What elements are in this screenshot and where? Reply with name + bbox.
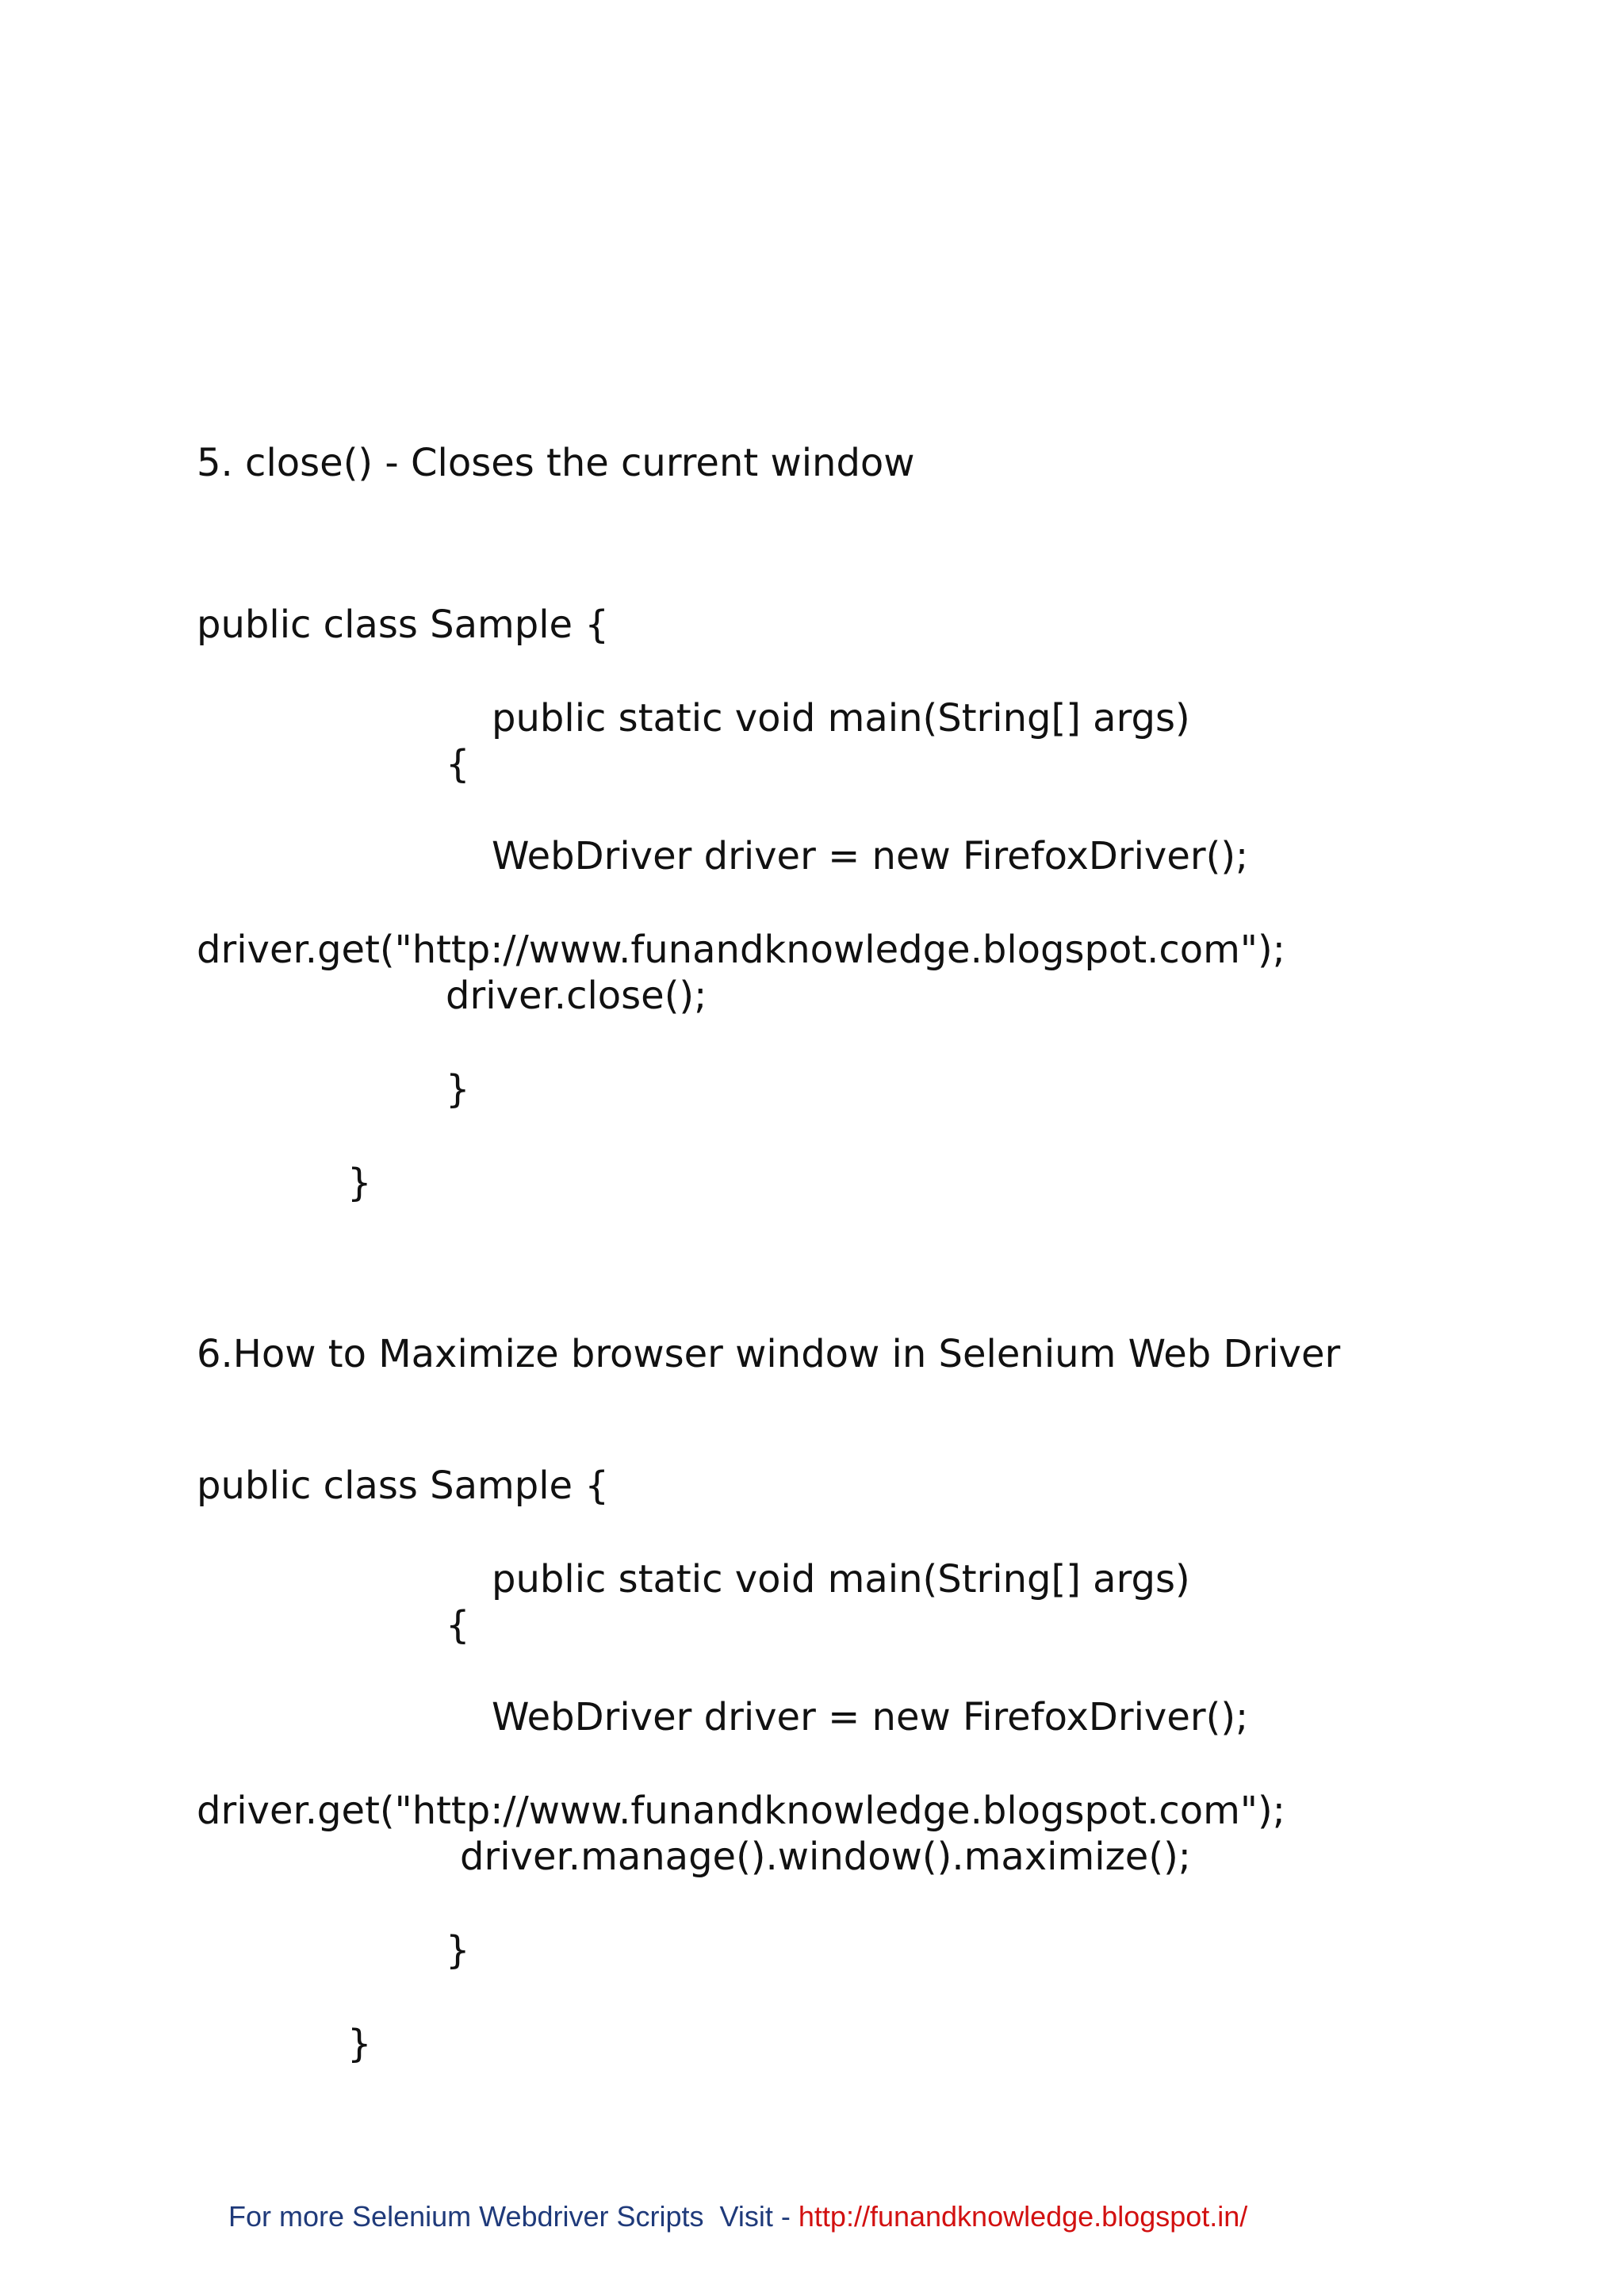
section5-action: driver.close(); — [446, 974, 707, 1018]
section6-class-decl: public class Sample { — [197, 1464, 609, 1508]
section6-close-class: } — [347, 2022, 372, 2066]
section6-heading: 6.How to Maximize browser window in Selenium Web Driver — [197, 1332, 1341, 1376]
footer-label: For more Selenium Webdriver Scripts Visit - — [228, 2200, 799, 2233]
section6-main-decl: public static void main(String[] args) — [492, 1557, 1190, 1601]
section5-heading: 5. close() - Closes the current window — [197, 441, 915, 485]
page-footer — [197, 2164, 1247, 2269]
section5-close-method: } — [446, 1067, 470, 1112]
section6-driver-get: driver.get("http://www.funandknowledge.blogspot.com"); — [197, 1789, 1285, 1833]
section5-open-brace: { — [446, 742, 470, 786]
section6-driver-init: WebDriver driver = new FirefoxDriver(); — [492, 1695, 1249, 1739]
section5-driver-get: driver.get("http://www.funandknowledge.blogspot.com"); — [197, 928, 1285, 972]
section6-action: driver.manage().window().maximize(); — [460, 1835, 1191, 1879]
section5-driver-init: WebDriver driver = new FirefoxDriver(); — [492, 834, 1249, 878]
section6-open-brace: { — [446, 1603, 470, 1647]
section5-class-decl: public class Sample { — [197, 603, 609, 647]
footer-link[interactable]: http://funandknowledge.blogspot.in/ — [798, 2200, 1248, 2233]
section6-close-method: } — [446, 1928, 470, 1973]
section5-close-class: } — [347, 1161, 372, 1205]
section5-main-decl: public static void main(String[] args) — [492, 696, 1190, 740]
